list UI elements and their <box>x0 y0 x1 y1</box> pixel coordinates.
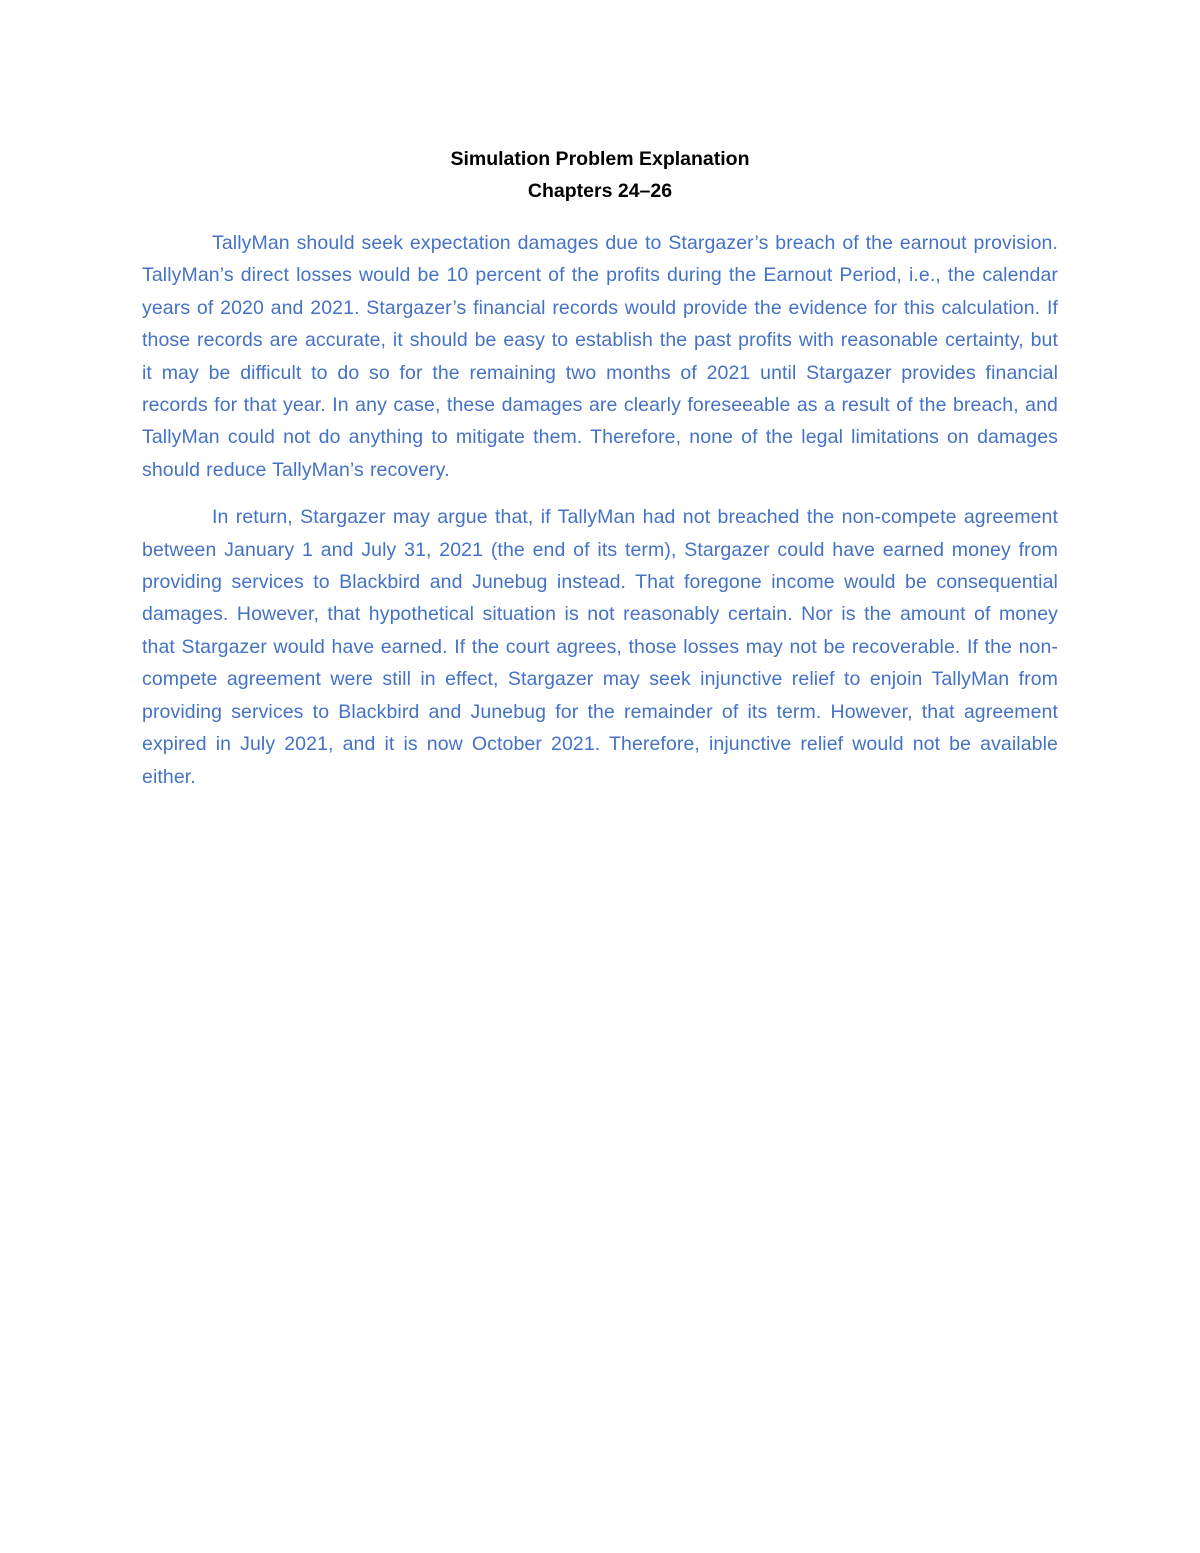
title-block <box>142 143 1058 207</box>
document-subtitle: Chapters 24–26 <box>527 180 673 202</box>
paragraph-expectation-damages: TallyMan should seek expectation damages due to Stargazer’s breach of the earnout provision. TallyMan’s direct losses would be 10 percent of the profits during the Earnout Period, i.e., the calendar years of 2020 and 2021. Stargazer’s financial records would provide the evidence for this calculation. If those records are accurate, it should be easy to establish the past profits with reasonable certainty, but it may be difficult to do so for the remaining two months of 2021 until Stargazer provides financial records for that year. In any case, these damages are clearly foreseeable as a result of the breach, and TallyMan could not do anything to mitigate them. Therefore, none of the legal limitations on damages should reduce TallyMan’s recovery. <box>142 232 1058 481</box>
document-content <box>142 143 1058 793</box>
paragraph-stargazer-argument: In return, Stargazer may argue that, if TallyMan had not breached the non-compete agreement between January 1 and July 31, 2021 (the end of its term), Stargazer could have earned money from providing services to Blackbird and Junebug instead. That foregone income would be consequential damages. However, that hypothetical situation is not reasonably certain. Nor is the amount of money that Stargazer would have earned. If the court agrees, those losses may not be recoverable. If the non-compete agreement were still in effect, Stargazer may seek injunctive relief to enjoin TallyMan from providing services to Blackbird and Junebug for the remainder of its term. However, that agreement expired in July 2021, and it is now October 2021. Therefore, injunctive relief would not be available either. <box>142 506 1058 788</box>
document-title: Simulation Problem Explanation <box>450 148 750 170</box>
